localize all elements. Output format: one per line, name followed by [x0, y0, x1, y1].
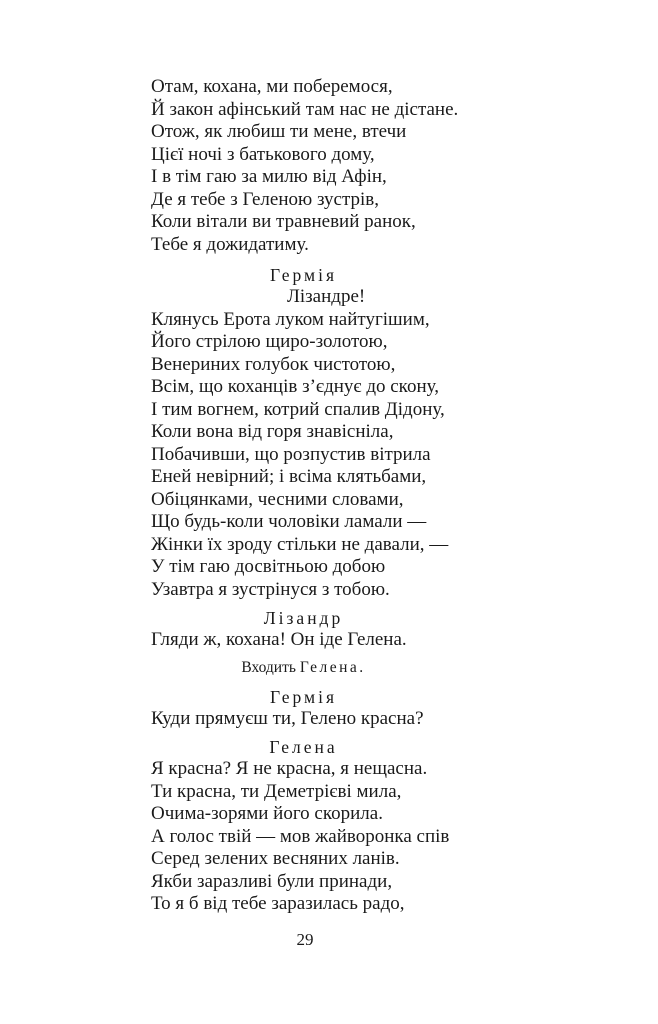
verse-line: Еней невірний; і всіма клятьбами,	[151, 466, 427, 487]
verse-line: Клянусь Ерота луком найтугішим,	[151, 308, 430, 330]
verse-line: У тім гаю досвітньою добою	[151, 556, 386, 577]
verse-line: І тим вогнем, котрий спалив Дідону,	[151, 398, 445, 420]
verse-line: Отож, як любиш ти мене, втечи	[151, 121, 407, 142]
verse-line: Й закон афінський там нас не дістане.	[151, 98, 459, 120]
verse-line: Серед зелених весняних ланів.	[151, 848, 400, 869]
stage-direction-text	[151, 658, 456, 678]
verse-line: А голос твій — мов жайворонка спів	[151, 825, 450, 847]
speaker-name: Лізандр	[263, 608, 344, 628]
speech-lysander	[151, 607, 511, 652]
stage-direction-character: Гелена.	[299, 659, 366, 676]
stage-direction-verb: Входить	[241, 659, 296, 676]
verse-line: Гляди ж, кохана! Он іде Гелена.	[151, 629, 407, 650]
speaker-name: Гелена	[269, 737, 338, 757]
speech-hermia-2	[151, 686, 511, 731]
verse-line: Ти красна, ти Деметрієві мила,	[151, 780, 402, 802]
verse-line: Куди прямуєш ти, Гелено красна?	[151, 708, 424, 729]
verse-line: Очима-зорями його скорила.	[151, 803, 383, 824]
verse-line: То я б від тебе заразилась радо,	[151, 893, 405, 914]
speech-hermia	[151, 264, 511, 601]
verse-line: Його стрілою щиро-золотою,	[151, 331, 388, 352]
verse-block-lysander-continued	[151, 76, 511, 256]
verse-line: Узавтра я зустрінуся з тобою.	[151, 578, 390, 600]
verse-line: Коли вона від горя знавісніла,	[151, 421, 394, 442]
verse-line: Обіцянками, чесними словами,	[151, 488, 404, 510]
verse-line: Всім, що коханців з’єднує до скону,	[151, 376, 439, 397]
verse-line: Де я тебе з Геленою зустрів,	[151, 188, 380, 210]
verse-line: Жінки їх зроду стільки не давали, —	[151, 533, 449, 555]
verse-line: Коли вітали ви травневий ранок,	[151, 211, 416, 232]
verse-half-line: Лізандре!	[287, 286, 366, 307]
verse-line: Тебе я дожидатиму.	[151, 233, 309, 255]
verse-line: Цієї ночі з батькового дому,	[151, 143, 375, 165]
verse-line: Побачивши, що розпустив вітрила	[151, 443, 431, 465]
verse-line: Венериних голубок чистотою,	[151, 353, 396, 375]
speaker-name: Гермія	[269, 687, 338, 707]
verse-line: Якби заразливі були принади,	[151, 870, 393, 892]
verse-line: Отам, кохана, ми поберемося,	[151, 76, 393, 97]
page-number: 29	[296, 930, 314, 949]
speech-helena	[151, 736, 511, 916]
stage-direction	[151, 658, 511, 678]
verse-line: Я красна? Я не красна, я нещасна.	[151, 758, 428, 779]
verse-line: І в тім гаю за милю від Афін,	[151, 166, 387, 187]
speaker-name: Гермія	[269, 265, 338, 285]
verse-line: Що будь-коли чоловіки ламали —	[151, 511, 427, 532]
